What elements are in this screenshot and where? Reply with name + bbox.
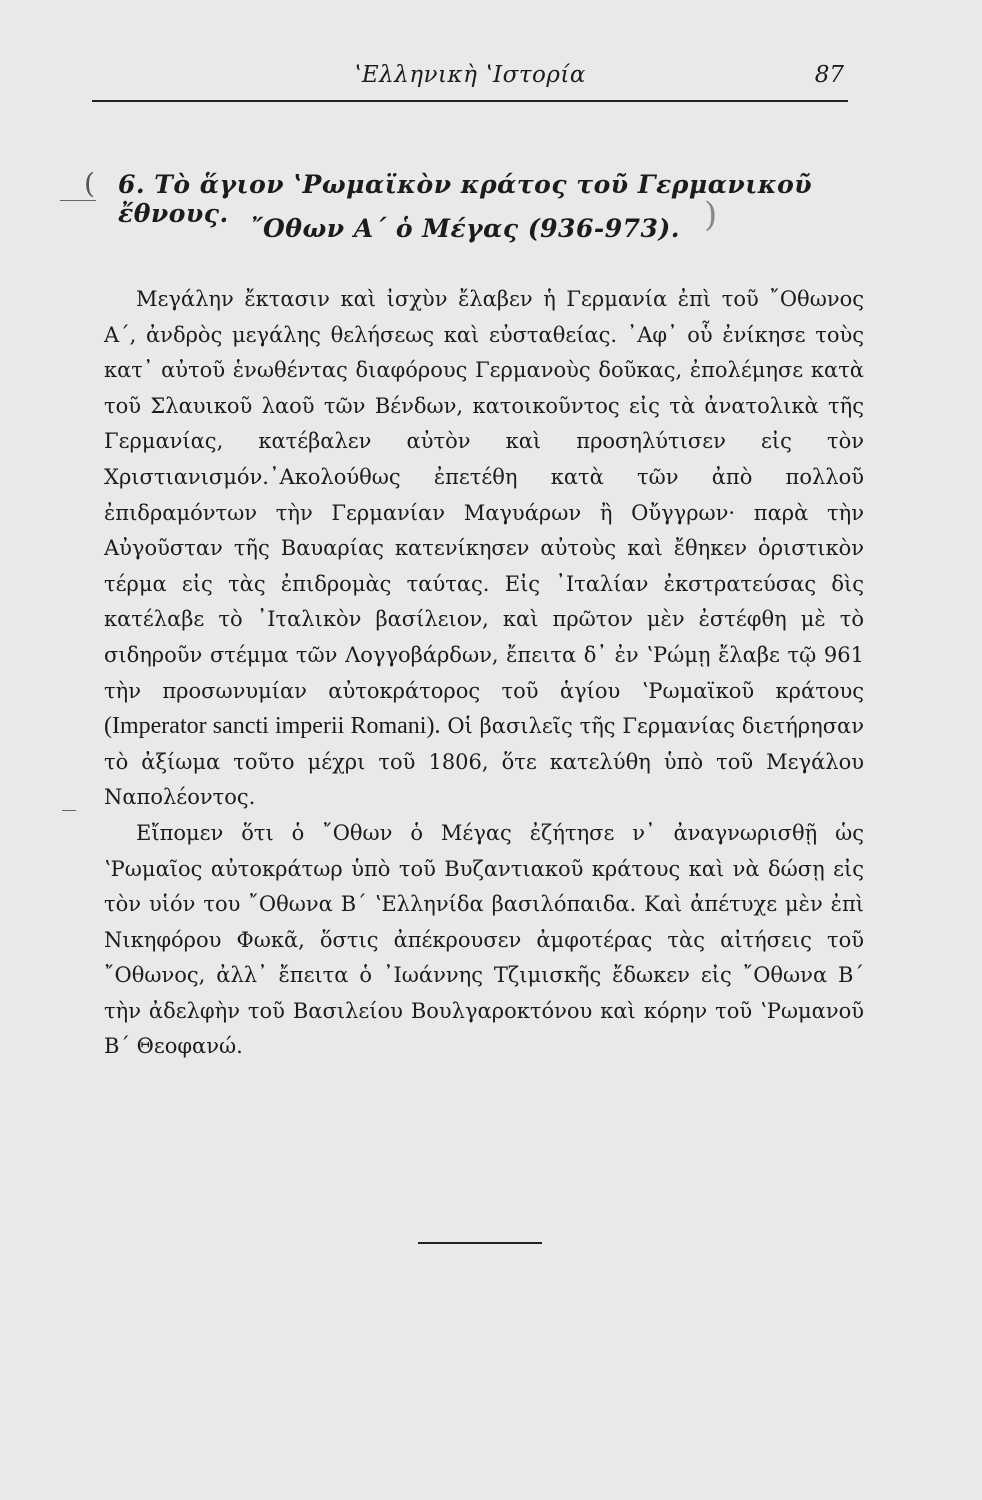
paragraph-1-continuation: Οἱ βασιλεῖς τῆς Γερμανίας διετήρησαν τὸ ἀξίωμα τοῦτο μέχρι τοῦ 1806, ὅτε κατελύθη ὑπὸ τοῦ Μεγάλου Ναπολέοντος. <box>104 714 864 810</box>
margin-paren-mark: ) <box>704 195 718 235</box>
page-number: 87 <box>814 62 844 88</box>
latin-phrase: (Imperator sancti imperii Romani). <box>104 713 441 740</box>
margin-dash-mark <box>60 200 96 201</box>
end-rule <box>418 1242 542 1244</box>
section-heading: 6. Τὸ ἅγιον ʽΡωμαϊκὸν κράτος τοῦ Γερμανικοῦ ἔθνους. <box>118 170 813 228</box>
paragraph-2: Εἴπομεν ὅτι ὁ ῎Οθων ὁ Μέγας ἐζήτησε ν᾽ ἀναγνωρισθῇ ὡς ʽΡωμαῖος αὐτοκράτωρ ὑπὸ τοῦ Βυζαντιακοῦ κράτους καὶ νὰ δώσῃ εἰς τὸν υἱόν του ῎Οθωνα Β΄ ʽΕλληνίδα βασιλόπαιδα. Καὶ ἀπέτυχε μὲν ἐπὶ Νικηφόρου Φωκᾶ, ὅστις ἀπέκρουσεν ἀμφοτέρας τὰς αἰτήσεις τοῦ ῎Οθωνος, ἀλλ᾽ ἔπειτα ὁ ᾽Ιωάννης Τζιμισκῆς ἔδωκεν εἰς ῎Οθωνα Β΄ τὴν ἀδελφὴν τοῦ Βασιλείου Βουλγαροκτόνου καὶ κόρην τοῦ ʽΡωμανοῦ Β΄ Θεοφανώ. <box>104 820 864 1059</box>
body-text <box>104 282 864 1065</box>
running-title: ʽΕλληνικὴ ʽΙστορία <box>354 62 586 88</box>
paragraph-1-text: Μεγάλην ἔκτασιν καὶ ἰσχὺν ἔλαβεν ἡ Γερμανία ἐπὶ τοῦ ῎Οθωνος Α΄, ἀνδρὸς μεγάλης θελήσεως καὶ εὐσταθείας. ᾽Αφ᾽ οὗ ἐνίκησε τοὺς κατ᾽ αὐτοῦ ἑνωθέντας διαφόρους Γερμανοὺς δοῦκας, ἐπολέμησε κατὰ τοῦ Σλαυικοῦ λαοῦ τῶν Βένδων, κατοικοῦντος εἰς τὰ ἀνατολικὰ τῆς Γερμανίας, κατέβαλεν αὐτὸν καὶ προσηλύτισεν εἰς τὸν Χριστιανισμόν.᾽Ακολούθως ἐπετέθη κατὰ τῶν ἀπὸ πολλοῦ ἐπιδραμόντων τὴν Γερμανίαν Μαγυάρων ἢ Οὔγγρων· παρὰ τὴν Αὐγοῦσταν τῆς Βαυαρίας κατενίκησεν αὐτοὺς καὶ ἔθηκεν ὁριστικὸν τέρμα εἰς τὰς ἐπιδρομὰς ταύτας. Εἰς ᾽Ιταλίαν ἐκστρατεύσας δὶς κατέλαβε τὸ ᾽Ιταλικὸν βασίλειον, καὶ πρῶτον μὲν ἐστέφθη μὲ τὸ σιδηροῦν στέμμα τῶν Λογγοβάρδων, ἔπειτα δ᾽ ἐν ʽΡώμῃ ἔλαβε τῷ 961 τὴν προσωνυμίαν αὐτοκράτορος τοῦ ἁγίου ʽΡωμαϊκοῦ κράτους <box>104 287 864 703</box>
paragraph-1 <box>104 282 864 816</box>
margin-bracket-mark: ( <box>84 167 95 200</box>
margin-tick-mark <box>62 810 76 811</box>
section-subheading: ῎Οθων Α΄ ὁ Μέγας (936-973). <box>250 214 680 243</box>
running-head <box>92 62 848 102</box>
